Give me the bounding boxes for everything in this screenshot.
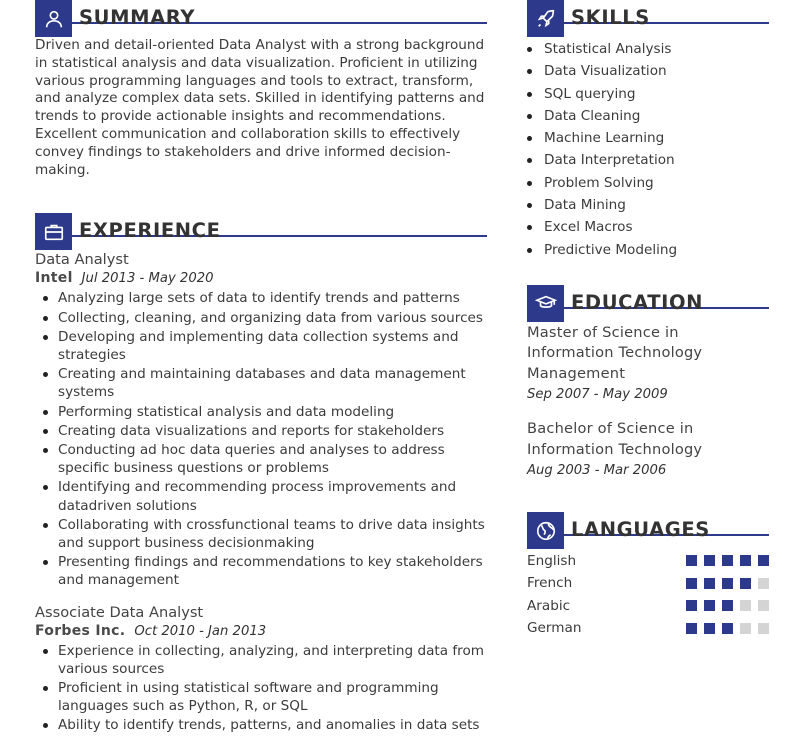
degree-title: Master of Science in Information Technology Management [527, 323, 703, 382]
job-bullet: Ability to identify trends, patterns, and anomalies in data sets [35, 716, 487, 734]
job-dates: Oct 2010 - Jan 2013 [134, 623, 267, 639]
languages-header [527, 498, 769, 542]
job-bullets [35, 642, 487, 735]
company-name: Forbes Inc. [35, 622, 126, 639]
skill-item: Statistical Analysis [527, 38, 769, 60]
right-column [527, 0, 769, 639]
skill-item: Predictive Modeling [527, 239, 769, 261]
job-bullets [35, 289, 487, 589]
level-dot [740, 555, 751, 566]
skill-item: Data Visualization [527, 60, 769, 82]
level-dot [686, 555, 697, 566]
skill-item: Machine Learning [527, 127, 769, 149]
job-bullet: Identifying and recommending process improvements and datadriven solutions [35, 478, 487, 514]
company-name: Intel [35, 270, 73, 287]
briefcase-icon [35, 213, 72, 250]
degree-dates: Aug 2003 - Mar 2006 [527, 463, 667, 479]
language-level [686, 578, 769, 589]
globe-icon [527, 512, 564, 549]
job-meta [35, 622, 487, 641]
skill-item: Excel Macros [527, 216, 769, 238]
education-entry [527, 323, 769, 406]
job-bullet: Analyzing large sets of data to identify trends and patterns [35, 289, 487, 307]
job-bullet: Creating data visualizations and reports for stakeholders [35, 422, 487, 440]
level-dot [686, 578, 697, 589]
skills-header [527, 0, 769, 29]
job-bullet: Performing statistical analysis and data modeling [35, 403, 487, 421]
language-name: Arabic [527, 597, 571, 614]
left-column [35, 0, 487, 736]
level-dot [758, 600, 769, 611]
language-name: German [527, 620, 582, 637]
language-name: English [527, 552, 577, 569]
level-dot [686, 623, 697, 634]
languages-list [527, 549, 769, 639]
level-dot [758, 578, 769, 589]
language-level [686, 623, 769, 634]
level-dot [704, 623, 715, 634]
job-title: Data Analyst [35, 251, 129, 269]
rocket-icon [527, 0, 564, 37]
level-dot [704, 600, 715, 611]
job-title: Associate Data Analyst [35, 603, 204, 621]
level-dot [740, 600, 751, 611]
language-level [686, 600, 769, 611]
level-dot [740, 578, 751, 589]
job-bullet: Presenting findings and recommendations to key stakeholders and management [35, 553, 487, 589]
level-dot [722, 623, 733, 634]
skill-item: Data Cleaning [527, 105, 769, 127]
language-row [527, 549, 769, 572]
level-dot [758, 623, 769, 634]
education-entry [527, 419, 769, 481]
skills-list [527, 38, 769, 261]
experience-header [35, 199, 487, 243]
summary-header [35, 0, 487, 29]
level-dot [704, 555, 715, 566]
languages-title: LANGUAGES [571, 518, 710, 542]
job-bullet: Experience in collecting, analyzing, and interpreting data from various sources [35, 642, 487, 678]
skill-item: Problem Solving [527, 172, 769, 194]
education-title: EDUCATION [571, 290, 704, 314]
education-header [527, 271, 769, 314]
summary-text: Driven and detail-oriented Data Analyst with a strong background in statistical analysis and data visualization. Proficient in utilizing various programming languages and tools to extract, transform, and analyze complex data sets. Skilled in identifying patterns and trends to provide actionable insights and recommendations. Excellent communication and collaboration skills to effectively convey findings to stakeholders and drive informed decision-making. [35, 37, 485, 178]
job-bullet: Creating and maintaining databases and data management systems [35, 365, 487, 401]
language-row [527, 617, 769, 640]
language-name: French [527, 575, 573, 592]
job-meta [35, 269, 487, 288]
degree-dates: Sep 2007 - May 2009 [527, 387, 668, 403]
skills-title: SKILLS [571, 6, 650, 29]
level-dot [722, 555, 733, 566]
level-dot [704, 578, 715, 589]
degree-title: Bachelor of Science in Information Technology [527, 420, 703, 458]
job-bullet: Collaborating with crossfunctional teams to drive data insights and support business decisionmaking [35, 516, 487, 552]
job-bullet: Collecting, cleaning, and organizing data from various sources [35, 309, 487, 327]
language-row [527, 594, 769, 617]
language-row [527, 572, 769, 595]
job-bullet: Proficient in using statistical software and programming languages such as Python, R, or SQL [35, 679, 487, 715]
skill-item: SQL querying [527, 83, 769, 105]
job-dates: Jul 2013 - May 2020 [81, 271, 214, 287]
job-bullet: Developing and implementing data collection systems and strategies [35, 328, 487, 364]
level-dot [686, 600, 697, 611]
job-entry [35, 604, 487, 735]
summary-title: SUMMARY [79, 6, 196, 29]
level-dot [722, 578, 733, 589]
job-list [35, 251, 487, 734]
skill-item: Data Interpretation [527, 149, 769, 171]
language-level [686, 555, 769, 566]
level-dot [740, 623, 751, 634]
job-bullet: Conducting ad hoc data queries and analyses to address specific business questions or problems [35, 441, 487, 477]
skill-item: Data Mining [527, 194, 769, 216]
experience-title: EXPERIENCE [79, 219, 221, 243]
level-dot [722, 600, 733, 611]
job-entry [35, 251, 487, 589]
level-dot [758, 555, 769, 566]
person-icon [35, 0, 72, 37]
graduation-cap-icon [527, 285, 564, 322]
